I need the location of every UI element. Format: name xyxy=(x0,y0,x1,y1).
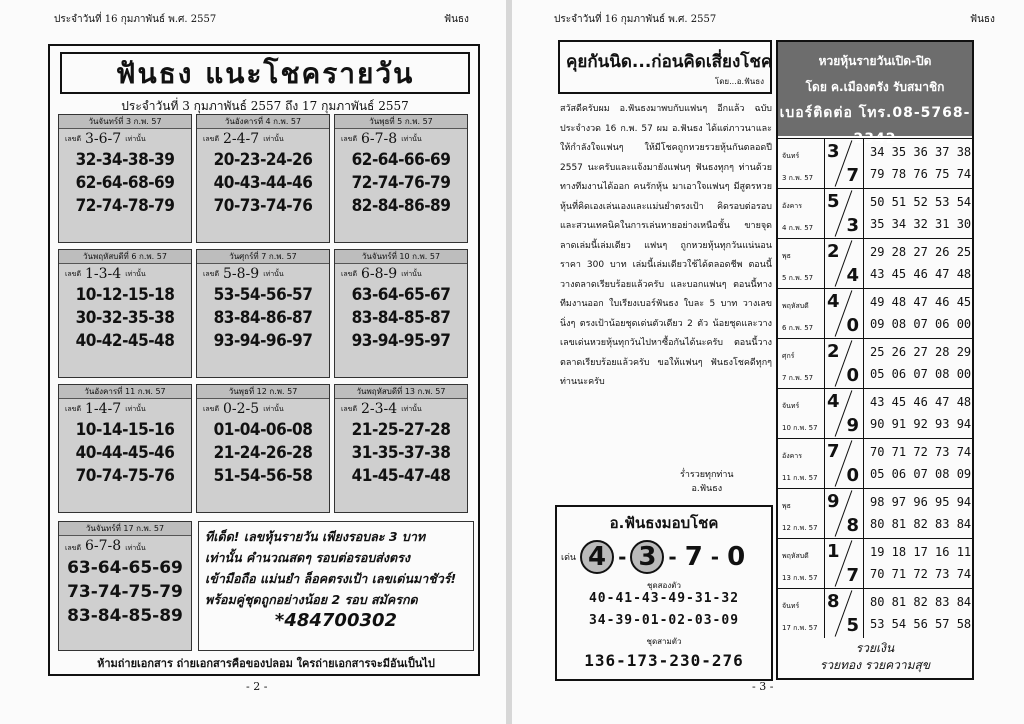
row-date: 10 ก.พ. 57 xyxy=(782,424,818,432)
card-number-row: 83-84-85-89 xyxy=(67,606,183,626)
table-footer-line: รวยเงิน xyxy=(855,641,895,655)
row-numbers-close: 09 08 07 06 00 xyxy=(870,317,972,331)
lucky-digits-row xyxy=(561,537,749,577)
table-row xyxy=(778,588,972,638)
card-digits xyxy=(197,264,329,284)
row-day xyxy=(782,395,820,439)
page-title: ฟันธง แนะโชครายวัน xyxy=(60,52,470,94)
table-row xyxy=(778,338,972,388)
row-digit-open: 9 xyxy=(827,491,840,512)
card-digits-value: 2-3-4 xyxy=(361,401,398,417)
card-number-row: 63-64-65-67 xyxy=(351,285,451,305)
card-number-row: 10-14-15-16 xyxy=(75,420,175,440)
card-digits-tail: เท่านั้น xyxy=(125,544,146,552)
card-digits xyxy=(335,399,467,419)
row-digit-box xyxy=(824,439,864,488)
two-digit-row: 34-39-01-02-03-09 xyxy=(588,613,740,628)
card-digits-tail: เท่านั้น xyxy=(125,405,146,413)
row-digit-close: 0 xyxy=(846,315,859,336)
row-day-name: อังคาร xyxy=(782,452,802,460)
promo-line: เข้ามือถือ แม่นยำ ล็อคตรงเป้า เลขเด่นมาชัวร์! xyxy=(205,571,457,586)
card-digits-label: เลขดี xyxy=(341,135,358,143)
row-digit-box xyxy=(824,239,864,288)
table-row xyxy=(778,438,972,488)
row-numbers-open: 43 45 46 47 48 xyxy=(870,395,972,409)
row-digit-open: 1 xyxy=(827,541,840,562)
card-date: วันจันทร์ที่ 10 ก.พ. 57 xyxy=(335,250,467,264)
row-digit-box xyxy=(824,389,864,438)
row-digit-open: 8 xyxy=(827,591,840,612)
row-day xyxy=(782,295,820,339)
table-row xyxy=(778,388,972,438)
card-digits-label: เลขดี xyxy=(65,135,82,143)
table-title: หวยหุ้นรายวันเปิด-ปิด xyxy=(818,54,932,68)
table-phone: เบอร์ติดต่อ โทร.08-5768-2342 xyxy=(779,105,971,147)
lucky-digit-circle: 3 xyxy=(630,540,664,574)
digit-separator: - xyxy=(668,545,677,569)
row-numbers-open: 49 48 47 46 45 xyxy=(870,295,972,309)
row-numbers-open: 98 97 96 95 94 xyxy=(870,495,972,509)
signature-name: อ.ฟันธง xyxy=(691,484,723,494)
row-digit-open: 2 xyxy=(827,341,840,362)
row-date: 7 ก.พ. 57 xyxy=(782,374,814,382)
card-number-row: 53-54-56-57 xyxy=(213,285,313,305)
row-numbers-close: 43 45 46 47 48 xyxy=(870,267,972,281)
article-title: คุยกันนิด...ก่อนคิดเสี่ยงโชค xyxy=(566,52,773,72)
row-day-name: พฤหัสบดี xyxy=(782,552,809,560)
lucky-box-title: อ.ฟันธงมอบโชค xyxy=(609,514,719,532)
card-number-row: 20-23-24-26 xyxy=(213,150,313,170)
card-digits-tail: เท่านั้น xyxy=(125,270,146,278)
card-digits-value: 5-8-9 xyxy=(223,266,260,282)
table-row xyxy=(778,288,972,338)
page-header-date: ประจำวันที่ 16 กุมภาพันธ์ พ.ศ. 2557 xyxy=(54,14,217,25)
card-digits-label: เลขดี xyxy=(341,405,358,413)
card-number-row: 72-74-76-79 xyxy=(351,173,451,193)
row-numbers-close: 79 78 76 75 74 xyxy=(870,167,972,181)
row-digit-open: 4 xyxy=(827,391,840,412)
row-numbers-close: 35 34 32 31 30 xyxy=(870,217,972,231)
row-numbers-open: 25 26 27 28 29 xyxy=(870,345,972,359)
card-digits xyxy=(59,129,191,149)
daily-card xyxy=(58,114,192,243)
card-number-row: 70-74-75-76 xyxy=(75,466,175,486)
row-digit-close: 3 xyxy=(846,215,859,236)
daily-card xyxy=(58,521,192,651)
row-day xyxy=(782,195,820,239)
row-digit-close: 8 xyxy=(846,515,859,536)
card-number-row: 93-94-95-97 xyxy=(351,331,451,351)
card-number-row: 40-43-44-46 xyxy=(213,173,313,193)
digit-separator: - xyxy=(710,545,720,569)
card-digits-label: เลขดี xyxy=(341,270,358,278)
row-date: 17 ก.พ. 57 xyxy=(782,624,818,632)
row-date: 11 ก.พ. 57 xyxy=(782,474,818,482)
row-digit-open: 3 xyxy=(827,141,840,162)
stock-lottery-table xyxy=(776,40,974,680)
row-day-name: จันทร์ xyxy=(782,152,800,160)
row-day-name: พุธ xyxy=(782,502,791,510)
row-digit-open: 5 xyxy=(827,191,840,212)
card-digits-value: 3-6-7 xyxy=(85,131,122,147)
card-number-row: 30-32-35-38 xyxy=(75,308,175,328)
card-digits-value: 6-7-8 xyxy=(85,538,122,554)
card-date: วันจันทร์ที่ 3 ก.พ. 57 xyxy=(59,115,191,129)
card-date: วันศุกร์ที่ 7 ก.พ. 57 xyxy=(197,250,329,264)
table-row xyxy=(778,488,972,538)
lucky-numbers-box xyxy=(555,505,773,681)
lucky-label: เด่น xyxy=(561,553,577,563)
row-digit-box xyxy=(824,339,864,388)
card-number-row: 63-64-65-69 xyxy=(67,558,183,578)
card-digits-value: 6-8-9 xyxy=(361,266,398,282)
lucky-digit: 0 xyxy=(727,542,746,572)
card-digits xyxy=(59,264,191,284)
card-date: วันพฤหัสบดีที่ 13 ก.พ. 57 xyxy=(335,385,467,399)
table-footer-line: รวยทอง รวยความสุข xyxy=(819,658,931,672)
card-number-row: 82-84-86-89 xyxy=(351,196,451,216)
promo-line: เท่านั้น คำนวณสดๆ รอบต่อรอบส่งตรง xyxy=(205,550,410,565)
daily-card xyxy=(334,249,468,378)
page-subtitle: ประจำวันที่ 3 กุมภาพันธ์ 2557 ถึง 17 กุมภาพันธ์ 2557 xyxy=(121,99,409,113)
row-digit-close: 9 xyxy=(846,415,859,436)
article-body: สวัสดีครับผม อ.ฟันธงมาพบกับแฟนๆ อีกแล้ว ฉบับประจำงวด 16 ก.พ. 57 ผม อ.ฟันธง ได้แต่ภาวนาและให้กำลังใจแฟนๆ ให้มีโชคถูกหวยรวยหุ้นกันตลอดปี 2557 นะครับและแจ้งมายังแฟนๆ ฟันธงทุกๆ ท่านด้วยทางทีมงานได้ออก คนรักหุ้น มาเอาใจแฟนๆ มีสูตรหวยหุ้นที่คิดเองเล่นเองและแม่นยำตรงเป้า คิดรอบต่อรอบและสวนเทคนิคในการเล่นหายอย่างเหนือชั้น ขายจุดลาดเล่มนี้เล่มเดียว แฟนๆ ถูกหวยหุ้นทุกวันแน่นอน ราคา 300 บาท เล่มนี้เล่มเดียวใช้ได้ตลอดชีพ ตอนนี้วางตลาดเรียบร้อยแล้วครับ และบอกแฟนๆ ตอนนี้ทางทีมงานออก ใบเรียงเบอร์ฟันธง ใบละ 5 บาท วางเลขนิ่งๆ ตรงเป้าน้อยชุดเด่นตัวเดียว 2 ตัว น้อยชุดและวางเลขเด่นหวยหุ้นทุกวันไปหาซื้อกันได้นะครับ ตอนนี้วางตลาดเรียบร้อยแล้วครับ ขอให้แฟนๆ ฟันธงโชคดีทุกๆ ท่านนะครับ xyxy=(560,104,772,387)
lucky-digit-circle: 4 xyxy=(580,540,614,574)
page-header-brand: ฟันธง xyxy=(444,14,469,25)
row-digit-close: 7 xyxy=(846,565,859,586)
article-byline: โดย...อ.ฟันธง xyxy=(714,77,764,86)
row-numbers-open: 29 28 27 26 25 xyxy=(870,245,972,259)
card-digits xyxy=(197,399,329,419)
row-day xyxy=(782,345,820,389)
table-row xyxy=(778,188,972,238)
promo-phone: *484700302 xyxy=(274,610,398,631)
row-day-name: ศุกร์ xyxy=(782,352,795,360)
card-number-row: 93-94-96-97 xyxy=(213,331,313,351)
row-numbers-open: 50 51 52 53 54 xyxy=(870,195,972,209)
card-number-row: 70-73-74-76 xyxy=(213,196,313,216)
card-digits-tail: เท่านั้น xyxy=(401,405,422,413)
card-digits-label: เลขดี xyxy=(65,270,82,278)
row-digit-close: 5 xyxy=(846,615,859,636)
row-date: 5 ก.พ. 57 xyxy=(782,274,814,282)
article-signature xyxy=(680,468,734,496)
row-digit-box xyxy=(824,189,864,238)
card-number-row: 40-42-45-48 xyxy=(75,331,175,351)
row-digit-box xyxy=(824,589,864,638)
row-digit-close: 0 xyxy=(846,465,859,486)
card-number-row: 73-74-75-79 xyxy=(67,582,183,602)
card-digits-tail: เท่านั้น xyxy=(263,270,284,278)
daily-card xyxy=(334,114,468,243)
card-number-row: 21-24-26-28 xyxy=(213,443,313,463)
card-date: วันจันทร์ที่ 17 ก.พ. 57 xyxy=(59,522,191,536)
digit-separator: - xyxy=(618,545,627,569)
copy-warning: ห้ามถ่ายเอกสาร ถ่ายเอกสารคือของปลอม ใครถ่ายเอกสารจะมีอันเป็นไป xyxy=(97,657,435,670)
row-numbers-close: 70 71 72 73 74 xyxy=(870,567,972,581)
row-day xyxy=(782,545,820,589)
card-number-row: 62-64-68-69 xyxy=(75,173,175,193)
table-row xyxy=(778,138,972,188)
card-number-row: 83-84-86-87 xyxy=(213,308,313,328)
card-date: วันพุธที่ 5 ก.พ. 57 xyxy=(335,115,467,129)
promo-box xyxy=(198,521,474,651)
row-day-name: จันทร์ xyxy=(782,402,800,410)
daily-card xyxy=(196,114,330,243)
card-number-row: 01-04-06-08 xyxy=(213,420,313,440)
two-digit-row: 40-41-43-49-31-32 xyxy=(588,591,740,606)
row-day-name: อังคาร xyxy=(782,202,802,210)
card-number-row: 72-74-78-79 xyxy=(75,196,175,216)
card-digits xyxy=(335,129,467,149)
card-date: วันพุธที่ 12 ก.พ. 57 xyxy=(197,385,329,399)
table-subtitle: โดย ค.เมืองตรัง รับสมาชิก xyxy=(805,80,945,94)
row-day xyxy=(782,495,820,539)
row-numbers-close: 80 81 82 83 84 xyxy=(870,517,972,531)
card-digits-value: 2-4-7 xyxy=(223,131,260,147)
lucky-digit: 7 xyxy=(684,542,703,572)
row-day-name: พฤหัสบดี xyxy=(782,302,809,310)
card-digits xyxy=(59,399,191,419)
row-digit-open: 2 xyxy=(827,241,840,262)
row-day xyxy=(782,445,820,489)
daily-card xyxy=(58,384,192,513)
row-digit-box xyxy=(824,489,864,538)
row-digit-close: 0 xyxy=(846,365,859,386)
table-row xyxy=(778,538,972,588)
promo-line: พร้อมคู่ชุดถูกอย่างน้อย 2 รอบ สมัครกด xyxy=(205,592,418,607)
row-numbers-open: 70 71 72 73 74 xyxy=(870,445,972,459)
card-date: วันพฤหัสบดีที่ 6 ก.พ. 57 xyxy=(59,250,191,264)
card-digits-value: 1-3-4 xyxy=(85,266,122,282)
signature-line: ร่ำรวยทุกท่าน xyxy=(680,470,734,480)
card-digits-label: เลขดี xyxy=(203,270,220,278)
daily-card xyxy=(196,384,330,513)
card-digits-value: 6-7-8 xyxy=(361,131,398,147)
card-number-row: 40-44-45-46 xyxy=(75,443,175,463)
row-numbers-open: 19 18 17 16 11 xyxy=(870,545,972,559)
card-number-row: 62-64-66-69 xyxy=(351,150,451,170)
card-digits-tail: เท่านั้น xyxy=(125,135,146,143)
card-digits xyxy=(59,536,191,556)
daily-card xyxy=(58,249,192,378)
row-numbers-close: 05 06 07 08 00 xyxy=(870,367,972,381)
card-digits-tail: เท่านั้น xyxy=(401,135,422,143)
page-header-date: ประจำวันที่ 16 กุมภาพันธ์ พ.ศ. 2557 xyxy=(554,14,717,25)
row-digit-open: 4 xyxy=(827,291,840,312)
card-digits-tail: เท่านั้น xyxy=(401,270,422,278)
card-digits-value: 1-4-7 xyxy=(85,401,122,417)
card-date: วันอังคารที่ 11 ก.พ. 57 xyxy=(59,385,191,399)
row-date: 4 ก.พ. 57 xyxy=(782,224,814,232)
row-date: 12 ก.พ. 57 xyxy=(782,524,818,532)
daily-card xyxy=(334,384,468,513)
card-digits xyxy=(197,129,329,149)
card-number-row: 31-35-37-38 xyxy=(351,443,451,463)
row-numbers-close: 05 06 07 08 09 xyxy=(870,467,972,481)
card-digits xyxy=(335,264,467,284)
row-day-name: จันทร์ xyxy=(782,602,800,610)
page-number: - 2 - xyxy=(246,680,268,693)
row-numbers-close: 90 91 92 93 94 xyxy=(870,417,972,431)
table-row xyxy=(778,238,972,288)
table-header xyxy=(778,42,972,147)
article-title-box xyxy=(558,40,772,94)
card-number-row: 41-45-47-48 xyxy=(351,466,451,486)
row-numbers-open: 80 81 82 83 84 xyxy=(870,595,972,609)
card-digits-tail: เท่านั้น xyxy=(263,405,284,413)
row-digit-box xyxy=(824,289,864,338)
card-date: วันอังคารที่ 4 ก.พ. 57 xyxy=(197,115,329,129)
table-footer xyxy=(778,640,972,674)
card-digits-tail: เท่านั้น xyxy=(263,135,284,143)
card-digits-value: 0-2-5 xyxy=(223,401,260,417)
page-number: - 3 - xyxy=(752,680,774,693)
card-digits-label: เลขดี xyxy=(203,135,220,143)
card-number-row: 83-84-85-87 xyxy=(351,308,451,328)
promo-line: ทีเด็ด! เลขหุ้นรายวัน เพียงรอบละ 3 บาท xyxy=(205,529,426,544)
card-number-row: 10-12-15-18 xyxy=(75,285,175,305)
card-digits-label: เลขดี xyxy=(65,405,82,413)
card-digits-label: เลขดี xyxy=(65,544,82,552)
two-digit-caption: ชุดสองตัว xyxy=(647,581,681,590)
card-number-row: 32-34-38-39 xyxy=(75,150,175,170)
daily-card xyxy=(196,249,330,378)
row-date: 6 ก.พ. 57 xyxy=(782,324,814,332)
row-digit-close: 4 xyxy=(846,265,859,286)
row-day xyxy=(782,245,820,289)
row-date: 3 ก.พ. 57 xyxy=(782,174,814,182)
row-day xyxy=(782,595,820,639)
three-digit-caption: ชุดสามตัว xyxy=(646,637,682,646)
three-digit-row: 136-173-230-276 xyxy=(584,651,744,670)
row-digit-box xyxy=(824,539,864,588)
row-numbers-open: 34 35 36 37 38 xyxy=(870,145,972,159)
card-digits-label: เลขดี xyxy=(203,405,220,413)
row-day-name: พุธ xyxy=(782,252,791,260)
page-header-brand: ฟันธง xyxy=(970,14,995,25)
row-digit-close: 7 xyxy=(846,165,859,186)
card-number-row: 51-54-56-58 xyxy=(213,466,313,486)
row-numbers-close: 53 54 56 57 58 xyxy=(870,617,972,631)
row-date: 13 ก.พ. 57 xyxy=(782,574,818,582)
card-number-row: 21-25-27-28 xyxy=(351,420,451,440)
row-day xyxy=(782,145,820,189)
row-digit-open: 7 xyxy=(827,441,840,462)
row-digit-box xyxy=(824,139,864,188)
